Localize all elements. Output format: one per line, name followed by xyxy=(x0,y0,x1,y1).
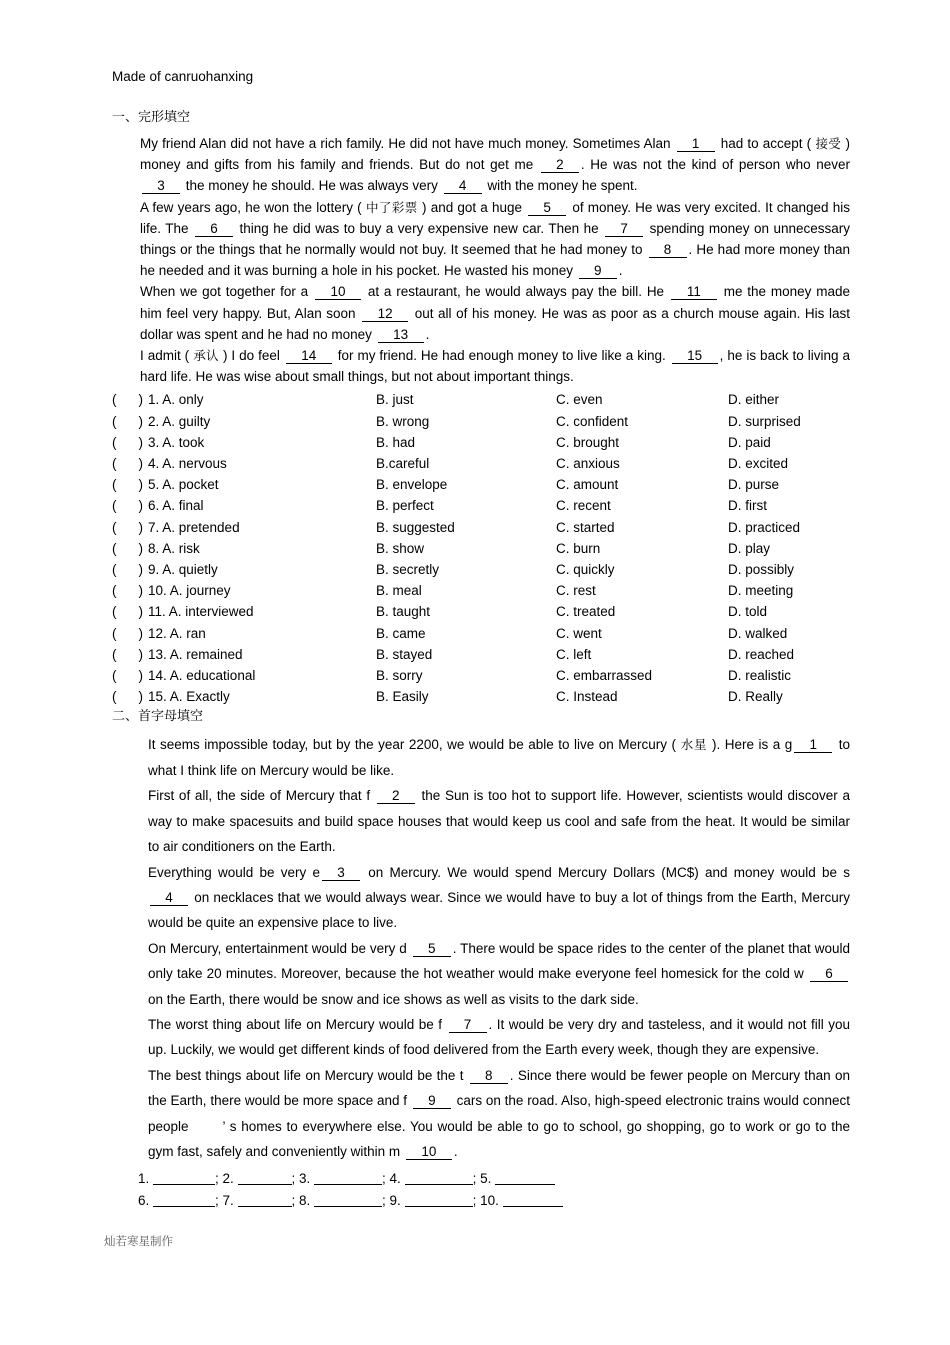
option-choice-b[interactable]: B. stayed xyxy=(376,646,433,662)
fill-in-blank[interactable]: 1 xyxy=(794,737,832,753)
option-choice-c[interactable]: C. quickly xyxy=(556,562,615,578)
option-choice-d[interactable]: D. paid xyxy=(728,434,771,450)
option-choice-a[interactable]: 12. A. ran xyxy=(148,625,206,641)
option-row xyxy=(112,453,850,474)
fill-in-blank[interactable]: 3 xyxy=(322,865,360,881)
option-row xyxy=(112,601,850,622)
option-row xyxy=(112,474,850,495)
passage-paragraph: First of all, the side of Mercury that f 2 the Sun is too hot to support life. However, scientists would discover a way to make spacesuits and build space houses that would keep us cool and safe from the heat. It would be similar to air conditioners on the Earth. xyxy=(148,788,850,855)
answer-bracket[interactable]: ( ) xyxy=(112,456,143,472)
option-row xyxy=(112,517,850,538)
answer-blank[interactable] xyxy=(405,1172,473,1185)
fill-in-blank[interactable]: 10 xyxy=(315,284,361,300)
option-choice-b[interactable]: B.careful xyxy=(376,456,430,472)
answer-number: ; 2. xyxy=(215,1171,238,1187)
option-choice-a[interactable]: 10. A. journey xyxy=(148,583,231,599)
answer-bracket[interactable]: ( ) xyxy=(112,392,143,408)
fill-in-blank[interactable]: 6 xyxy=(810,966,848,982)
answer-number: ; 4. xyxy=(382,1171,405,1187)
chinese-gloss: 中了彩票 xyxy=(361,199,423,215)
option-choice-d[interactable]: D. play xyxy=(728,540,771,556)
option-row xyxy=(112,559,850,580)
option-choice-b[interactable]: B. had xyxy=(376,434,416,450)
option-choice-a[interactable]: 15. A. Exactly xyxy=(148,689,230,705)
fill-in-blank[interactable]: 1 xyxy=(677,136,715,152)
option-choice-b[interactable]: B. sorry xyxy=(376,668,423,684)
option-choice-d[interactable]: D. practiced xyxy=(728,519,801,535)
fill-in-blank[interactable]: 5 xyxy=(528,200,566,216)
answer-bracket[interactable]: ( ) xyxy=(112,498,143,514)
option-row xyxy=(112,411,850,432)
answer-number: ; 3. xyxy=(291,1171,315,1187)
passage-paragraph: Everything would be very e 3 on Mercury. We would spend Mercury Dollars (MC$) and money would be s 4 on necklaces that we would always wear. Since we would have to buy a lot of things from the Earth, Mercury would be quite an expensive place to live. xyxy=(148,864,850,931)
fill-in-blank[interactable]: 12 xyxy=(362,306,408,322)
answer-number: ; 7. xyxy=(215,1192,238,1208)
answer-blank[interactable] xyxy=(238,1172,292,1185)
option-choice-a[interactable]: 2. A. guilty xyxy=(148,413,211,429)
option-choice-d[interactable]: D. first xyxy=(728,498,767,514)
answer-line xyxy=(138,1190,850,1212)
option-choice-c[interactable]: C. anxious xyxy=(556,456,620,472)
option-choice-d[interactable]: D. either xyxy=(728,392,780,408)
option-choice-d[interactable]: D. possibly xyxy=(728,562,795,578)
option-choice-b[interactable]: B. taught xyxy=(376,604,431,620)
option-choice-c[interactable]: C. even xyxy=(556,392,603,408)
option-choice-c[interactable]: C. embarrassed xyxy=(556,668,653,684)
option-row xyxy=(112,644,850,665)
fill-in-blank[interactable]: 10 xyxy=(406,1144,452,1160)
option-choice-b[interactable]: B. Easily xyxy=(376,689,429,705)
chinese-gloss: 接受 xyxy=(811,136,846,151)
answer-bracket[interactable]: ( ) xyxy=(112,604,143,620)
option-choice-a[interactable]: 13. A. remained xyxy=(148,646,243,662)
option-choice-b[interactable]: B. meal xyxy=(376,583,422,599)
passage-paragraph: On Mercury, entertainment would be very d 5 . There would be space rides to the center of the planet that would only take 20 minutes. Moreover, because the hot weather would make everyone feel homesick for the cold w 6 on the Earth, there would be snow and ice shows as well as visits to the dark side. xyxy=(148,940,850,1007)
option-row xyxy=(112,580,850,601)
option-choice-d[interactable]: D. Really xyxy=(728,689,783,705)
option-choice-d[interactable]: D. reached xyxy=(728,646,795,662)
option-choice-c[interactable]: C. burn xyxy=(556,540,601,556)
option-choice-d[interactable]: D. surprised xyxy=(728,413,801,429)
answer-bracket[interactable]: ( ) xyxy=(112,413,143,429)
option-choice-b[interactable]: B. show xyxy=(376,540,425,556)
option-choice-c[interactable]: C. started xyxy=(556,519,615,535)
answer-blank[interactable] xyxy=(405,1194,473,1207)
fill-in-blank[interactable]: 8 xyxy=(649,242,687,258)
option-choice-a[interactable]: 4. A. nervous xyxy=(148,456,227,472)
answer-bracket[interactable]: ( ) xyxy=(112,689,143,705)
fill-in-blank[interactable]: 11 xyxy=(671,284,717,300)
answer-blank[interactable] xyxy=(153,1172,215,1185)
answer-blank[interactable] xyxy=(503,1194,563,1207)
answer-bracket[interactable]: ( ) xyxy=(112,562,143,578)
answer-blank[interactable] xyxy=(314,1172,382,1185)
option-choice-b[interactable]: B. suggested xyxy=(376,519,455,535)
option-choice-b[interactable]: B. secretly xyxy=(376,562,440,578)
option-choice-d[interactable]: D. excited xyxy=(728,456,789,472)
option-choice-d[interactable]: D. told xyxy=(728,604,768,620)
fill-in-blank[interactable]: 7 xyxy=(605,221,643,237)
option-choice-a[interactable]: 3. A. took xyxy=(148,434,205,450)
answer-bracket[interactable]: ( ) xyxy=(112,583,143,599)
document-body xyxy=(112,68,850,1211)
apostrophe-gap: ’ xyxy=(222,1118,230,1134)
answer-bracket[interactable]: ( ) xyxy=(112,519,143,535)
fill-in-blank[interactable]: 2 xyxy=(541,157,579,173)
fill-in-blank[interactable]: 7 xyxy=(449,1017,487,1033)
answer-blank[interactable] xyxy=(238,1194,292,1207)
option-choice-c[interactable]: C. recent xyxy=(556,498,611,514)
option-choice-d[interactable]: D. purse xyxy=(728,477,780,493)
answer-bracket[interactable]: ( ) xyxy=(112,668,143,684)
passage-paragraph: I admit ( 承认 ) I do feel 14 for my friend. He had enough money to live like a king. 15 , he is back to living a hard life. He was wise about small things, but not about important things. xyxy=(140,348,850,385)
chinese-gloss: 水星 xyxy=(676,737,712,753)
document-title: Made of canruohanxing xyxy=(112,69,254,84)
section-1-heading: 一、完形填空 xyxy=(112,110,191,125)
fill-in-blank[interactable]: 5 xyxy=(413,941,451,957)
passage-paragraph: The best things about life on Mercury would be the t 8 . Since there would be fewer people on Mercury than on the Earth, there would be more space and f 9 cars on the road. Also, high-speed electronic trains would connect people ’ s homes to everywhere else. You would be able to go to school, go shopping, go to work or go to the gym fast, safely and conveniently within m 10 . xyxy=(148,1067,850,1159)
option-choice-b[interactable]: B. just xyxy=(376,392,414,408)
answer-number: 6. xyxy=(138,1192,154,1208)
passage-paragraph: When we got together for a 10 at a restaurant, he would always pay the bill. He 11 me the money made him feel very happy. But, Alan soon 12 out all of his money. He was as poor as a church mouse again. His last dollar was spent and he had no money 13 . xyxy=(140,284,850,342)
passage-paragraph: It seems impossible today, but by the year 2200, we would be able to live on Mercury ( 水星 ). Here is a g 1 to what I think life on Mercury would be like. xyxy=(148,737,851,778)
option-choice-d[interactable]: D. meeting xyxy=(728,583,794,599)
passage-paragraph: My friend Alan did not have a rich family. He did not have much money. Sometimes Alan 1 had to accept ( 接受 ) money and gifts from his family and friends. But do not get me 2 . He was not the kind of person who never 3 the money he should. He was always very 4 with the money he spent. xyxy=(140,136,850,194)
option-choice-a[interactable]: 6. A. final xyxy=(148,498,204,514)
option-row xyxy=(112,432,850,453)
fill-in-blank[interactable]: 14 xyxy=(286,348,332,364)
answer-bracket[interactable]: ( ) xyxy=(112,625,143,641)
section-1-passage xyxy=(112,133,850,387)
answer-bracket[interactable]: ( ) xyxy=(112,646,143,662)
option-choice-a[interactable]: 5. A. pocket xyxy=(148,477,219,493)
option-row xyxy=(112,495,850,516)
option-choice-a[interactable]: 8. A. risk xyxy=(148,540,200,556)
passage-paragraph: A few years ago, he won the lottery ( 中了彩票 ) and got a huge 5 of money. He was very excited. It changed his life. The 6 thing he did was to buy a very expensive new car. Then he 7 spending money on unnecessary things or the things that he normally would not buy. It seemed that he had money to 8 . He had more money than he needed and it was burning a hole in his pocket. He wasted his money 9 . xyxy=(140,199,850,279)
multiple-choice-options xyxy=(112,389,850,707)
option-choice-a[interactable]: 7. A. pretended xyxy=(148,519,240,535)
answer-bracket[interactable]: ( ) xyxy=(112,477,143,493)
answer-number: ; 9. xyxy=(382,1192,405,1208)
fill-in-blank[interactable]: 9 xyxy=(413,1093,451,1109)
fill-in-blank[interactable]: 15 xyxy=(672,348,718,364)
option-choice-c[interactable]: C. treated xyxy=(556,604,616,620)
fill-in-blank[interactable]: 4 xyxy=(444,178,482,194)
option-choice-c[interactable]: C. confident xyxy=(556,413,629,429)
option-row xyxy=(112,665,850,686)
option-choice-b[interactable]: B. envelope xyxy=(376,477,448,493)
answer-blank[interactable] xyxy=(495,1172,555,1185)
option-choice-b[interactable]: B. came xyxy=(376,625,426,641)
section-2-heading: 二、首字母填空 xyxy=(112,709,204,725)
option-choice-a[interactable]: 14. A. educational xyxy=(148,668,256,684)
answer-bracket[interactable]: ( ) xyxy=(112,434,143,450)
option-choice-c[interactable]: C. rest xyxy=(556,583,596,599)
answer-blank[interactable] xyxy=(153,1194,215,1207)
option-row xyxy=(112,389,850,410)
option-choice-c[interactable]: C. brought xyxy=(556,434,620,450)
fill-in-blank[interactable]: 9 xyxy=(579,263,617,279)
option-choice-c[interactable]: C. went xyxy=(556,625,602,641)
passage-paragraph: The worst thing about life on Mercury would be f 7 . It would be very dry and tasteless, and it would not fill you up. Luckily, we would get different kinds of food delivered from the Earth every week, though they are expensive. xyxy=(148,1016,850,1058)
fill-in-blank[interactable]: 6 xyxy=(195,221,233,237)
answer-blank[interactable] xyxy=(314,1194,382,1207)
page-footer: 灿若寒星制作 xyxy=(104,1234,173,1248)
option-choice-c[interactable]: C. Instead xyxy=(556,689,618,705)
option-choice-d[interactable]: D. realistic xyxy=(728,668,792,684)
options-body xyxy=(112,389,850,707)
option-choice-a[interactable]: 9. A. quietly xyxy=(148,562,218,578)
answer-blanks xyxy=(112,1168,850,1211)
section-2-passage xyxy=(112,732,850,1164)
option-choice-d[interactable]: D. walked xyxy=(728,625,788,641)
option-choice-b[interactable]: B. perfect xyxy=(376,498,434,514)
answer-number: ; 5. xyxy=(472,1171,496,1187)
fill-in-blank[interactable]: 3 xyxy=(142,178,180,194)
answer-number: ; 8. xyxy=(291,1192,315,1208)
option-row xyxy=(112,623,850,644)
fill-in-blank[interactable]: 8 xyxy=(470,1068,508,1084)
answer-bracket[interactable]: ( ) xyxy=(112,540,143,556)
option-choice-c[interactable]: C. left xyxy=(556,646,592,662)
fill-in-blank[interactable]: 4 xyxy=(150,890,188,906)
option-row xyxy=(112,538,850,559)
option-choice-a[interactable]: 1. A. only xyxy=(148,392,204,408)
fill-in-blank[interactable]: 2 xyxy=(377,788,415,804)
fill-in-blank[interactable]: 13 xyxy=(378,327,424,343)
chinese-gloss: 承认 xyxy=(189,348,223,364)
option-choice-a[interactable]: 11. A. interviewed xyxy=(148,604,254,620)
answer-number: 1. xyxy=(138,1171,154,1187)
answer-number: ; 10. xyxy=(472,1192,503,1208)
option-choice-b[interactable]: B. wrong xyxy=(376,413,430,429)
option-choice-c[interactable]: C. amount xyxy=(556,477,619,493)
answer-line xyxy=(138,1168,850,1190)
option-row xyxy=(112,686,850,707)
